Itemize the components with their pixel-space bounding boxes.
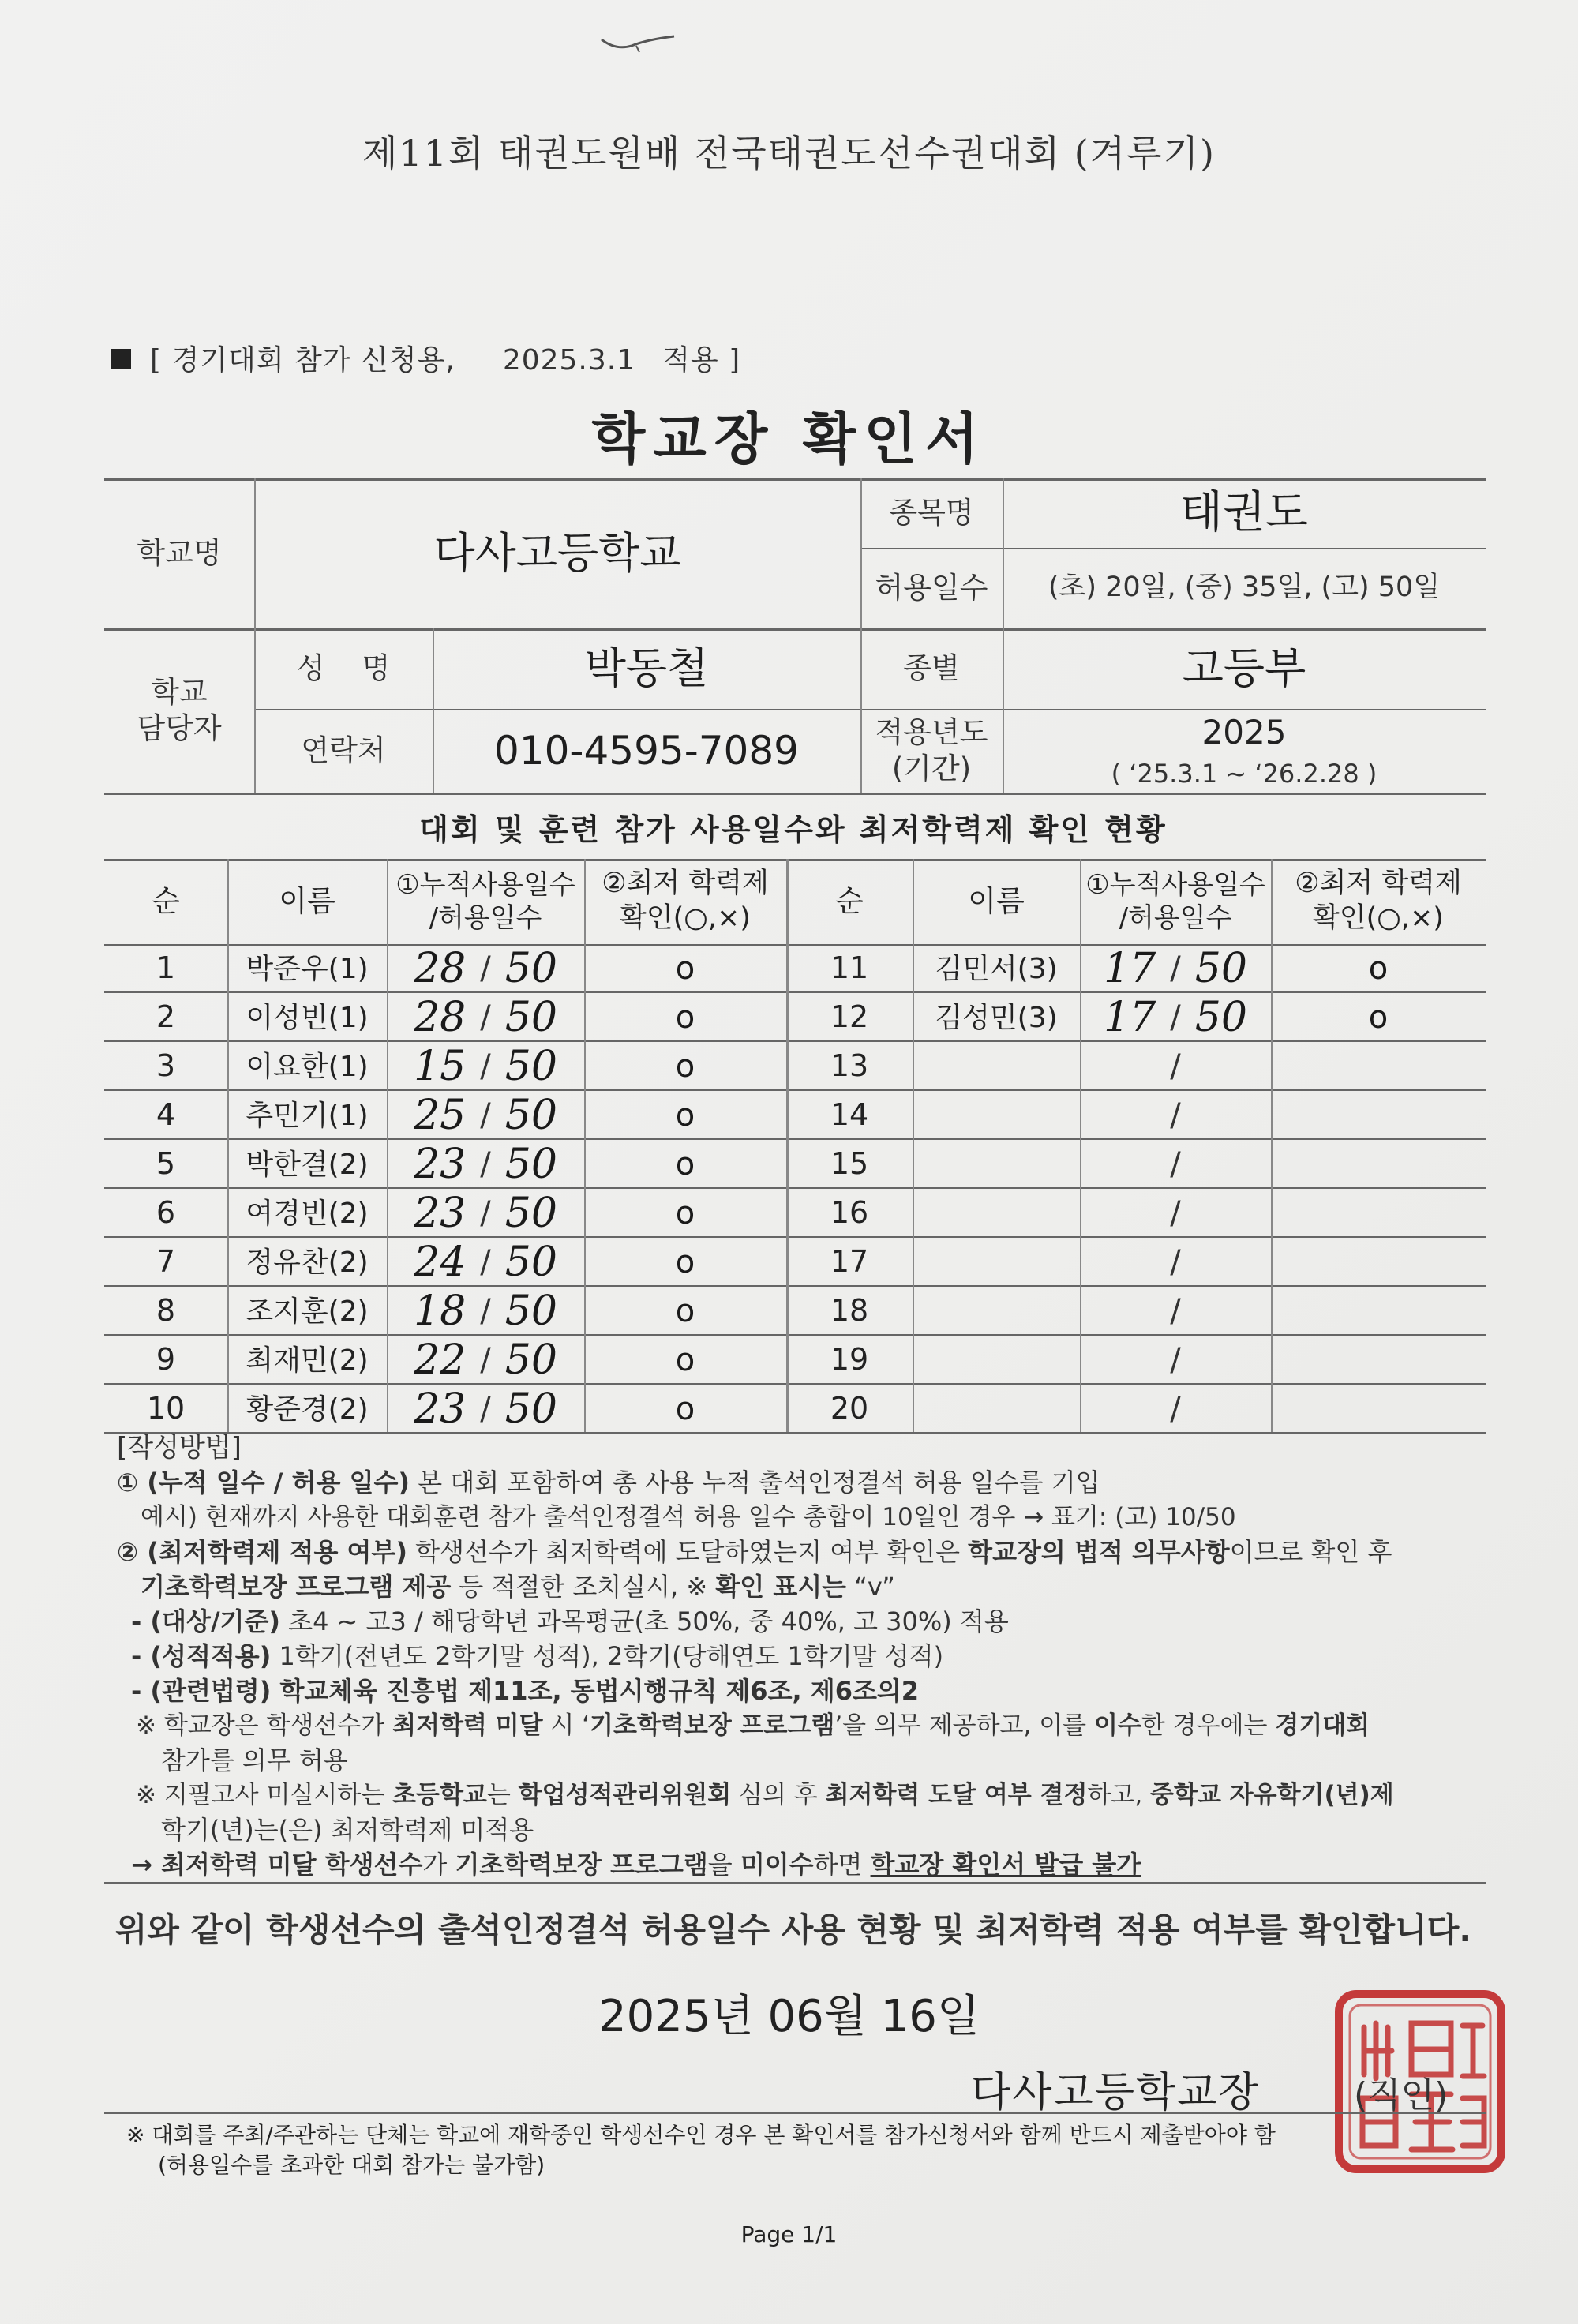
year-period: ( ‘25.3.1 ~ ‘26.2.28 ) — [1111, 759, 1377, 789]
used-days: 28 — [414, 944, 467, 992]
pen-stroke-mark — [600, 30, 676, 54]
minimum-grade-check: o — [675, 950, 695, 987]
allowed-days: 50 — [504, 1287, 557, 1335]
remark1-b: 최저학력 미달 — [392, 1711, 543, 1740]
days-cell — [1080, 1385, 1271, 1434]
footnote-line1: ※ 대회를 주최/주관하는 단체는 학교에 재학중인 학생선수인 경우 본 확인서를 참가신청서와 함께 반드시 제출받아야 함 — [126, 2122, 1276, 2148]
remark2-b: 하는 — [337, 1781, 393, 1809]
days-cell — [387, 1238, 584, 1287]
row-number: 1 — [156, 950, 176, 986]
detail3-label: - (관련법령) — [131, 1676, 272, 1706]
minimum-grade-check: o — [675, 1195, 695, 1231]
row-number: 3 — [156, 1048, 176, 1084]
staff-name-label: 성 명 — [296, 650, 391, 685]
note2-line2-mark: “v” — [846, 1572, 895, 1602]
staff-name-value: 박동철 — [584, 643, 709, 694]
days-separator: / — [1170, 1195, 1181, 1231]
footnote — [126, 2120, 1437, 2180]
allowed-days: 50 — [504, 1385, 557, 1433]
days-cell — [387, 1091, 584, 1140]
col-header-name-2: 이름 — [968, 883, 1025, 918]
student-name — [913, 1091, 1080, 1140]
student-name: 박준우(1) — [246, 952, 369, 985]
row-number: 5 — [156, 1146, 176, 1182]
arrow-d: 을 — [707, 1850, 740, 1880]
days-separator: / — [1170, 1293, 1181, 1329]
year-label: 적용년도 (기간) — [875, 714, 988, 785]
division-label: 종별 — [903, 650, 960, 685]
division-value: 고등부 — [1182, 643, 1306, 694]
bullet-square-icon — [111, 349, 131, 369]
note2-text-b: 이므로 확인 후 — [1229, 1537, 1392, 1567]
allowed-days: 50 — [504, 1336, 557, 1384]
minimum-grade-check: o — [675, 1146, 695, 1183]
year-value: 2025 — [1201, 712, 1287, 752]
minimum-grade-check: o — [675, 1342, 695, 1378]
days-separator: / — [1170, 1244, 1181, 1280]
days-cell — [1080, 1091, 1271, 1140]
detail1-text: 초4 ~ 고3 / 해당학년 과목평균(초 50%, 중 40%, 고 30%) 적용 — [280, 1606, 1009, 1636]
student-name: 추민기(1) — [246, 1099, 369, 1132]
minimum-grade-check: o — [675, 1244, 695, 1280]
col-header-name: 이름 — [279, 883, 335, 918]
student-name: 이성빈(1) — [246, 1001, 369, 1034]
col-header-check-2: ②최저 학력제 확인(○,×) — [1295, 868, 1462, 934]
used-days: 23 — [414, 1189, 467, 1237]
row-number: 6 — [156, 1195, 176, 1231]
allowed-days-label: 허용일수 — [875, 570, 988, 605]
minimum-grade-check — [1271, 1042, 1486, 1091]
row-number: 18 — [830, 1293, 869, 1329]
row-number: 15 — [830, 1146, 869, 1182]
arrow-a: → 최저학력 미달 학생선수 — [131, 1850, 423, 1880]
row-number: 4 — [156, 1097, 176, 1133]
footnote-line2: (허용일수를 초과한 대회 참가는 불가함) — [158, 2152, 545, 2178]
principal-name: 다사고등학교장 — [971, 2069, 1260, 2116]
days-cell — [387, 1385, 584, 1434]
student-name: 최재민(2) — [246, 1344, 369, 1377]
student-name: 조지훈(2) — [246, 1295, 369, 1328]
staff-group-label: 학교 담당자 — [137, 674, 222, 745]
arrow-c: 기초학력보장 프로그램 — [455, 1850, 708, 1880]
days-cell — [387, 1140, 584, 1189]
used-days: 17 — [1104, 944, 1156, 992]
days-cell — [1080, 1042, 1271, 1091]
days-cell — [387, 1189, 584, 1238]
days-separator: / — [1170, 1097, 1181, 1134]
used-days: 15 — [414, 1042, 467, 1090]
days-separator: / — [480, 999, 491, 1036]
row-number: 17 — [830, 1244, 869, 1280]
days-cell — [387, 1336, 584, 1385]
student-name: 김민서(3) — [935, 952, 1058, 985]
application-note-prefix: [ 경기대회 참가 신청용, — [150, 344, 455, 377]
issue-date: 2025년 06월 16일 — [598, 1991, 980, 2042]
student-name — [913, 1140, 1080, 1189]
days-cell — [387, 1042, 584, 1091]
remark1-h: 경기대회 — [1275, 1711, 1370, 1740]
row-number: 8 — [156, 1293, 176, 1329]
allowed-days: 50 — [1194, 944, 1247, 992]
student-name: 박한결(2) — [246, 1148, 369, 1181]
days-separator: / — [1170, 1391, 1181, 1427]
used-days: 17 — [1104, 993, 1156, 1041]
remark2-c: 초등학교 — [392, 1781, 487, 1809]
student-name — [913, 1287, 1080, 1336]
allowed-days: 50 — [504, 993, 557, 1041]
allowed-days: 50 — [504, 1189, 557, 1237]
minimum-grade-check — [1271, 1238, 1486, 1287]
allowed-days: 50 — [504, 1091, 557, 1139]
days-separator: / — [1170, 1342, 1181, 1378]
arrow-b: 가 — [422, 1850, 455, 1880]
used-days: 23 — [414, 1140, 467, 1188]
col-header-no-2: 순 — [835, 883, 864, 918]
days-cell — [387, 944, 584, 993]
days-cell — [1080, 993, 1271, 1042]
row-number: 12 — [830, 999, 869, 1035]
minimum-grade-check: o — [675, 1097, 695, 1134]
days-separator: / — [1170, 1048, 1181, 1085]
allowed-days: 50 — [504, 1238, 557, 1286]
row-number: 7 — [156, 1244, 176, 1280]
used-days: 18 — [414, 1287, 467, 1335]
student-name — [913, 1385, 1080, 1434]
days-separator: / — [480, 950, 491, 987]
used-days: 25 — [414, 1091, 467, 1139]
days-separator: / — [480, 1342, 491, 1378]
days-separator: / — [1170, 999, 1181, 1036]
remark2-h: 하고, — [1087, 1781, 1151, 1809]
student-name: 황준경(2) — [246, 1393, 369, 1426]
section-title: 대회 및 훈련 참가 사용일수와 최저학력제 확인 현황 — [419, 812, 1168, 847]
minimum-grade-check: o — [1368, 950, 1389, 987]
detail3-text: 학교체육 진흥법 제11조, 동법시행규칙 제6조, 제6조의2 — [271, 1676, 920, 1706]
student-name — [913, 1238, 1080, 1287]
detail1-label: - (대상/기준) — [131, 1606, 281, 1636]
detail2-label: - (성적적용) — [131, 1641, 272, 1671]
days-cell — [1080, 1189, 1271, 1238]
school-name-value: 다사고등학교 — [433, 528, 681, 579]
minimum-grade-check: o — [675, 1048, 695, 1085]
minimum-grade-check: o — [675, 999, 695, 1036]
used-days: 23 — [414, 1385, 467, 1433]
allowed-days: 50 — [504, 1140, 557, 1188]
note1-text: 본 대회 포함하여 총 사용 누적 출석인정결석 허용 일수를 기입 — [410, 1467, 1100, 1497]
student-name — [913, 1042, 1080, 1091]
days-cell — [1080, 944, 1271, 993]
arrow-g: 학교장 확인서 발급 불가 — [870, 1850, 1141, 1880]
days-separator: / — [480, 1048, 491, 1085]
minimum-grade-check — [1271, 1189, 1486, 1238]
used-days: 28 — [414, 993, 467, 1041]
remark2-g: 최저학력 도달 여부 결정 — [825, 1781, 1088, 1809]
sport-label: 종목명 — [889, 495, 974, 530]
minimum-grade-check — [1271, 1091, 1486, 1140]
row-number: 20 — [830, 1391, 869, 1426]
note2-line2-bold: 기초학력보장 프로그램 제공 — [141, 1572, 452, 1602]
days-separator: / — [480, 1146, 491, 1183]
student-name — [913, 1336, 1080, 1385]
remark2-e: 학업성적관리위원회 — [518, 1781, 732, 1809]
detail2-text: 1학기(전년도 2학기말 성적), 2학기(당해연도 1학기말 성적) — [271, 1641, 944, 1671]
document-title: 학교장 확인서 — [591, 407, 987, 471]
arrow-f: 하면 — [813, 1850, 871, 1880]
row-number: 2 — [156, 999, 176, 1035]
page-number: Page 1/1 — [740, 2221, 838, 2247]
remark2-f: 심의 후 — [731, 1781, 826, 1809]
remark1-e: ’을 의무 제공하고, 이를 — [834, 1711, 1094, 1740]
note2-line2-bold2: 확인 표시는 — [715, 1572, 847, 1602]
remark2-i: 중학교 자유학기(년)제 — [1150, 1781, 1394, 1809]
days-cell — [1080, 1287, 1271, 1336]
days-separator: / — [1170, 1146, 1181, 1183]
row-number: 14 — [830, 1097, 869, 1133]
remark2-a: ※ 지필고사 미실시 — [136, 1781, 338, 1809]
contact-label: 연락처 — [301, 733, 386, 767]
days-cell — [1080, 1140, 1271, 1189]
minimum-grade-check — [1271, 1140, 1486, 1189]
student-name: 정유찬(2) — [246, 1246, 369, 1279]
note2-line2-text: 등 적절한 조치실시, ※ — [451, 1572, 716, 1602]
note2-bold: 학교장의 법적 의무사항 — [968, 1537, 1230, 1567]
instructions — [117, 1430, 1498, 1882]
days-separator: / — [480, 1195, 491, 1231]
minimum-grade-check — [1271, 1385, 1486, 1434]
row-number: 11 — [830, 950, 869, 986]
days-cell — [1080, 1238, 1271, 1287]
remark1-line2: 참가를 의무 허용 — [161, 1745, 348, 1775]
remark1-f: 이수 — [1093, 1711, 1141, 1740]
remark1-a: ※ 학교장은 학생선수가 — [136, 1711, 393, 1740]
allowed-days: 50 — [504, 944, 557, 992]
row-number: 19 — [830, 1342, 869, 1378]
school-name-label: 학교명 — [137, 535, 222, 570]
days-separator: / — [480, 1244, 491, 1280]
event-title: 제11회 태권도원배 전국태권도선수권대회 (겨루기) — [362, 132, 1216, 174]
days-cell — [387, 1287, 584, 1336]
col-header-no: 순 — [152, 883, 180, 918]
contact-value: 010-4595-7089 — [493, 727, 799, 774]
remark2-d: 는 — [486, 1781, 519, 1809]
sport-value: 태권도 — [1179, 487, 1309, 538]
row-number: 9 — [156, 1342, 176, 1378]
remark1-g: 한 경우에는 — [1141, 1711, 1276, 1740]
student-name: 여경빈(2) — [246, 1197, 369, 1230]
note2-text-a: 학생선수가 최저학력에 도달하였는지 여부 확인은 — [407, 1537, 969, 1567]
minimum-grade-check — [1271, 1336, 1486, 1385]
application-note-date: 2025.3.1 — [502, 344, 636, 377]
minimum-grade-check: o — [675, 1391, 695, 1427]
row-number: 16 — [830, 1195, 869, 1231]
remark1-c: 시 ‘ — [542, 1711, 590, 1740]
application-note — [111, 338, 740, 378]
student-name: 김성민(3) — [935, 1001, 1058, 1034]
note1-example: 예시) 현재까지 사용한 대회훈련 참가 출석인정결석 허용 일수 총합이 10일인 경우 → 표기: (고) 10/50 — [141, 1503, 1236, 1531]
note2-label: ② (최저학력제 적용 여부) — [117, 1537, 407, 1567]
minimum-grade-check: o — [1368, 999, 1389, 1036]
arrow-e: 미이수 — [740, 1850, 814, 1880]
row-number: 10 — [146, 1391, 186, 1426]
used-days: 22 — [414, 1336, 467, 1384]
note1-label: ① (누적 일수 / 허용 일수) — [117, 1467, 410, 1497]
minimum-grade-check — [1271, 1287, 1486, 1336]
allowed-days: 50 — [504, 1042, 557, 1090]
allowed-days-value: (초) 20일, (중) 35일, (고) 50일 — [1048, 572, 1441, 604]
days-cell — [387, 993, 584, 1042]
days-separator: / — [480, 1097, 491, 1134]
student-name — [913, 1189, 1080, 1238]
days-cell — [1080, 1336, 1271, 1385]
confirmation-statement: 위와 같이 학생선수의 출석인정결석 허용일수 사용 현황 및 최저학력 적용 여부를 확인합니다. — [114, 1910, 1472, 1949]
used-days: 24 — [414, 1238, 467, 1286]
col-header-check: ②최저 학력제 확인(○,×) — [602, 868, 769, 934]
days-separator: / — [480, 1391, 491, 1427]
remark1-d: 기초학력보장 프로그램 — [590, 1711, 835, 1740]
application-note-suffix: 적용 ] — [662, 344, 741, 377]
allowed-days: 50 — [1194, 993, 1247, 1041]
row-number: 13 — [830, 1048, 869, 1084]
seal-label: (직인) — [1354, 2075, 1449, 2116]
minimum-grade-check: o — [675, 1293, 695, 1329]
col-header-days-2: ①누적사용일수 /허용일수 — [1085, 868, 1265, 934]
instructions-heading: [작성방법] — [117, 1432, 242, 1464]
days-separator: / — [480, 1293, 491, 1329]
col-header-days: ①누적사용일수 /허용일수 — [395, 868, 575, 934]
days-separator: / — [1170, 950, 1181, 987]
remark2-line2: 학기(년)는(은) 최저학력제 미적용 — [161, 1815, 534, 1845]
student-name: 이요한(1) — [246, 1050, 369, 1083]
year-cell — [1003, 709, 1486, 793]
